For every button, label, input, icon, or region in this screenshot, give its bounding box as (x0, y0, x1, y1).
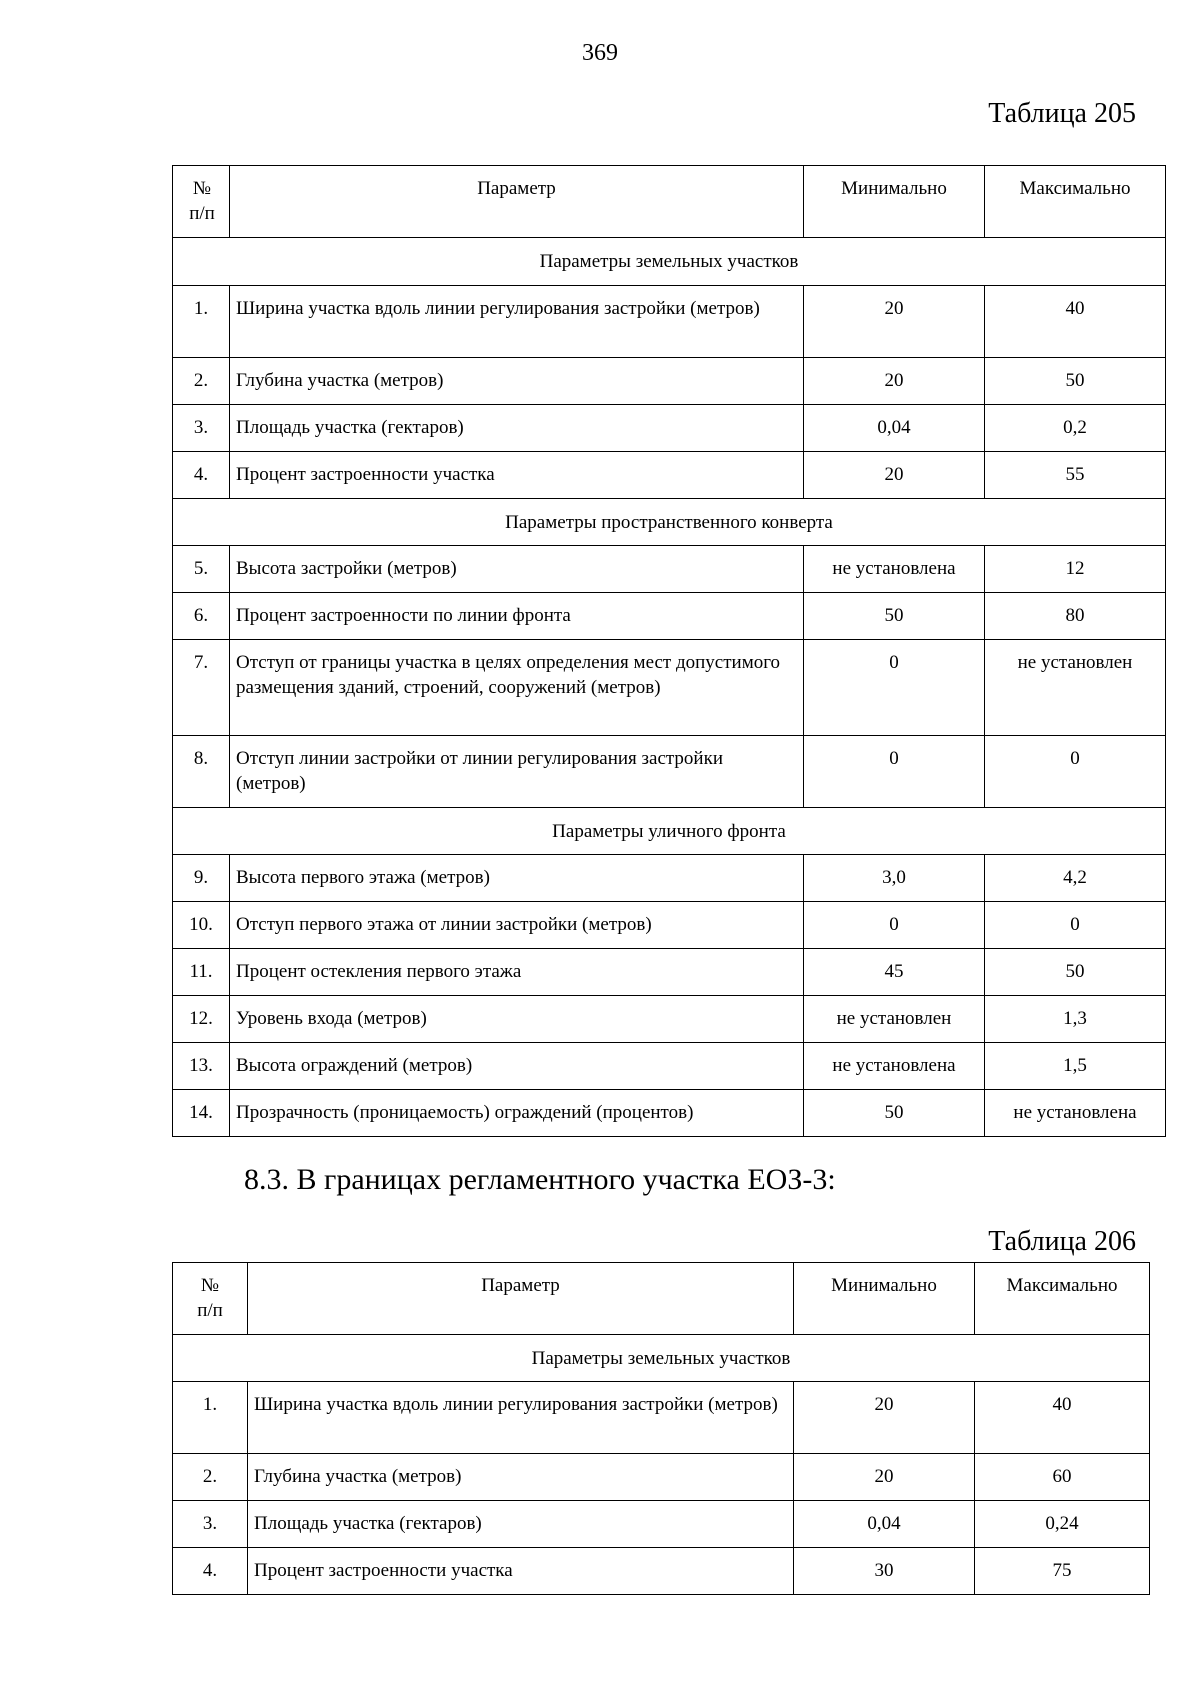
row-parameter: Отступ линии застройки от линии регулирования застройки (метров) (230, 736, 804, 808)
table-206 (172, 1262, 1150, 1595)
table-row (173, 949, 1166, 996)
row-parameter: Ширина участка вдоль линии регулирования застройки (метров) (230, 286, 804, 358)
row-max: 40 (985, 286, 1166, 358)
row-min: не установлена (804, 546, 985, 593)
table-row (173, 996, 1166, 1043)
table-row (173, 593, 1166, 640)
row-parameter: Площадь участка (гектаров) (230, 405, 804, 452)
table-row (173, 286, 1166, 358)
table-row (173, 640, 1166, 736)
row-number: 2. (173, 1454, 248, 1501)
group-row (173, 238, 1166, 286)
row-max: не установлена (985, 1090, 1166, 1137)
row-parameter: Процент застроенности участка (230, 452, 804, 499)
table-row (173, 902, 1166, 949)
row-min: 20 (804, 452, 985, 499)
row-min: 20 (804, 358, 985, 405)
row-number: 2. (173, 358, 230, 405)
row-number: 5. (173, 546, 230, 593)
table-row (173, 1382, 1150, 1454)
row-parameter: Глубина участка (метров) (248, 1454, 794, 1501)
row-max: 80 (985, 593, 1166, 640)
row-min: 30 (794, 1548, 975, 1595)
table-row (173, 452, 1166, 499)
group-row (173, 1335, 1150, 1382)
group-row (173, 808, 1166, 855)
row-min: 20 (804, 286, 985, 358)
section-heading: 8.3. В границах регламентного участка ЕОЗ-3: (244, 1163, 836, 1196)
row-min: 50 (804, 1090, 985, 1137)
row-number: 4. (173, 1548, 248, 1595)
group-title: Параметры пространственного конверта (173, 499, 1166, 546)
row-parameter: Глубина участка (метров) (230, 358, 804, 405)
row-parameter: Процент застроенности по линии фронта (230, 593, 804, 640)
table-row (173, 1090, 1166, 1137)
row-min: 0,04 (804, 405, 985, 452)
row-parameter: Процент застроенности участка (248, 1548, 794, 1595)
table-row (173, 1043, 1166, 1090)
row-number: 8. (173, 736, 230, 808)
table-row (173, 855, 1166, 902)
row-parameter: Отступ первого этажа от линии застройки (метров) (230, 902, 804, 949)
row-min: 20 (794, 1454, 975, 1501)
row-number: 12. (173, 996, 230, 1043)
row-number: 7. (173, 640, 230, 736)
row-number: 10. (173, 902, 230, 949)
row-max: 0,2 (985, 405, 1166, 452)
table-row (173, 405, 1166, 452)
row-parameter: Отступ от границы участка в целях определения мест допустимого размещения зданий, строений, сооружений (метров) (230, 640, 804, 736)
table-header-row (173, 1263, 1150, 1335)
table-row (173, 1548, 1150, 1595)
row-min: 20 (794, 1382, 975, 1454)
row-max: 0 (985, 902, 1166, 949)
row-parameter: Высота первого этажа (метров) (230, 855, 804, 902)
row-min: не установлен (804, 996, 985, 1043)
row-max: 60 (975, 1454, 1150, 1501)
group-row (173, 499, 1166, 546)
row-number: 14. (173, 1090, 230, 1137)
header-maximum: Максимально (985, 166, 1166, 238)
row-min: 3,0 (804, 855, 985, 902)
table-row (173, 1454, 1150, 1501)
row-number: 3. (173, 1501, 248, 1548)
row-max: 55 (985, 452, 1166, 499)
row-parameter: Высота ограждений (метров) (230, 1043, 804, 1090)
row-min: 0,04 (794, 1501, 975, 1548)
table-206-caption: Таблица 206 (988, 1226, 1136, 1257)
row-parameter: Ширина участка вдоль линии регулирования застройки (метров) (248, 1382, 794, 1454)
table-header-row (173, 166, 1166, 238)
row-number: 4. (173, 452, 230, 499)
row-parameter: Уровень входа (метров) (230, 996, 804, 1043)
row-max: 75 (975, 1548, 1150, 1595)
row-number: 9. (173, 855, 230, 902)
row-max: 1,3 (985, 996, 1166, 1043)
table-205 (172, 165, 1166, 1137)
row-parameter: Площадь участка (гектаров) (248, 1501, 794, 1548)
row-parameter: Прозрачность (проницаемость) ограждений (процентов) (230, 1090, 804, 1137)
header-minimum: Минимально (804, 166, 985, 238)
group-title: Параметры уличного фронта (173, 808, 1166, 855)
row-max: 40 (975, 1382, 1150, 1454)
row-max: 12 (985, 546, 1166, 593)
row-min: 0 (804, 736, 985, 808)
row-min: 50 (804, 593, 985, 640)
row-max: не установлен (985, 640, 1166, 736)
header-minimum: Минимально (794, 1263, 975, 1335)
row-max: 4,2 (985, 855, 1166, 902)
row-number: 13. (173, 1043, 230, 1090)
row-number: 6. (173, 593, 230, 640)
row-number: 1. (173, 1382, 248, 1454)
header-number: № п/п (173, 1263, 248, 1335)
row-number: 3. (173, 405, 230, 452)
row-min: 0 (804, 640, 985, 736)
header-number: № п/п (173, 166, 230, 238)
row-number: 1. (173, 286, 230, 358)
table-row (173, 546, 1166, 593)
header-parameter: Параметр (230, 166, 804, 238)
page-number: 369 (582, 40, 618, 66)
row-min: 0 (804, 902, 985, 949)
header-parameter: Параметр (248, 1263, 794, 1335)
row-min: не установлена (804, 1043, 985, 1090)
row-max: 0,24 (975, 1501, 1150, 1548)
table-row (173, 736, 1166, 808)
row-max: 50 (985, 358, 1166, 405)
row-max: 1,5 (985, 1043, 1166, 1090)
table-row (173, 358, 1166, 405)
group-title: Параметры земельных участков (173, 1335, 1150, 1382)
row-parameter: Процент остекления первого этажа (230, 949, 804, 996)
header-maximum: Максимально (975, 1263, 1150, 1335)
table-205-caption: Таблица 205 (988, 98, 1136, 129)
row-max: 0 (985, 736, 1166, 808)
group-title: Параметры земельных участков (173, 238, 1166, 286)
row-number: 11. (173, 949, 230, 996)
row-parameter: Высота застройки (метров) (230, 546, 804, 593)
row-min: 45 (804, 949, 985, 996)
row-max: 50 (985, 949, 1166, 996)
table-row (173, 1501, 1150, 1548)
